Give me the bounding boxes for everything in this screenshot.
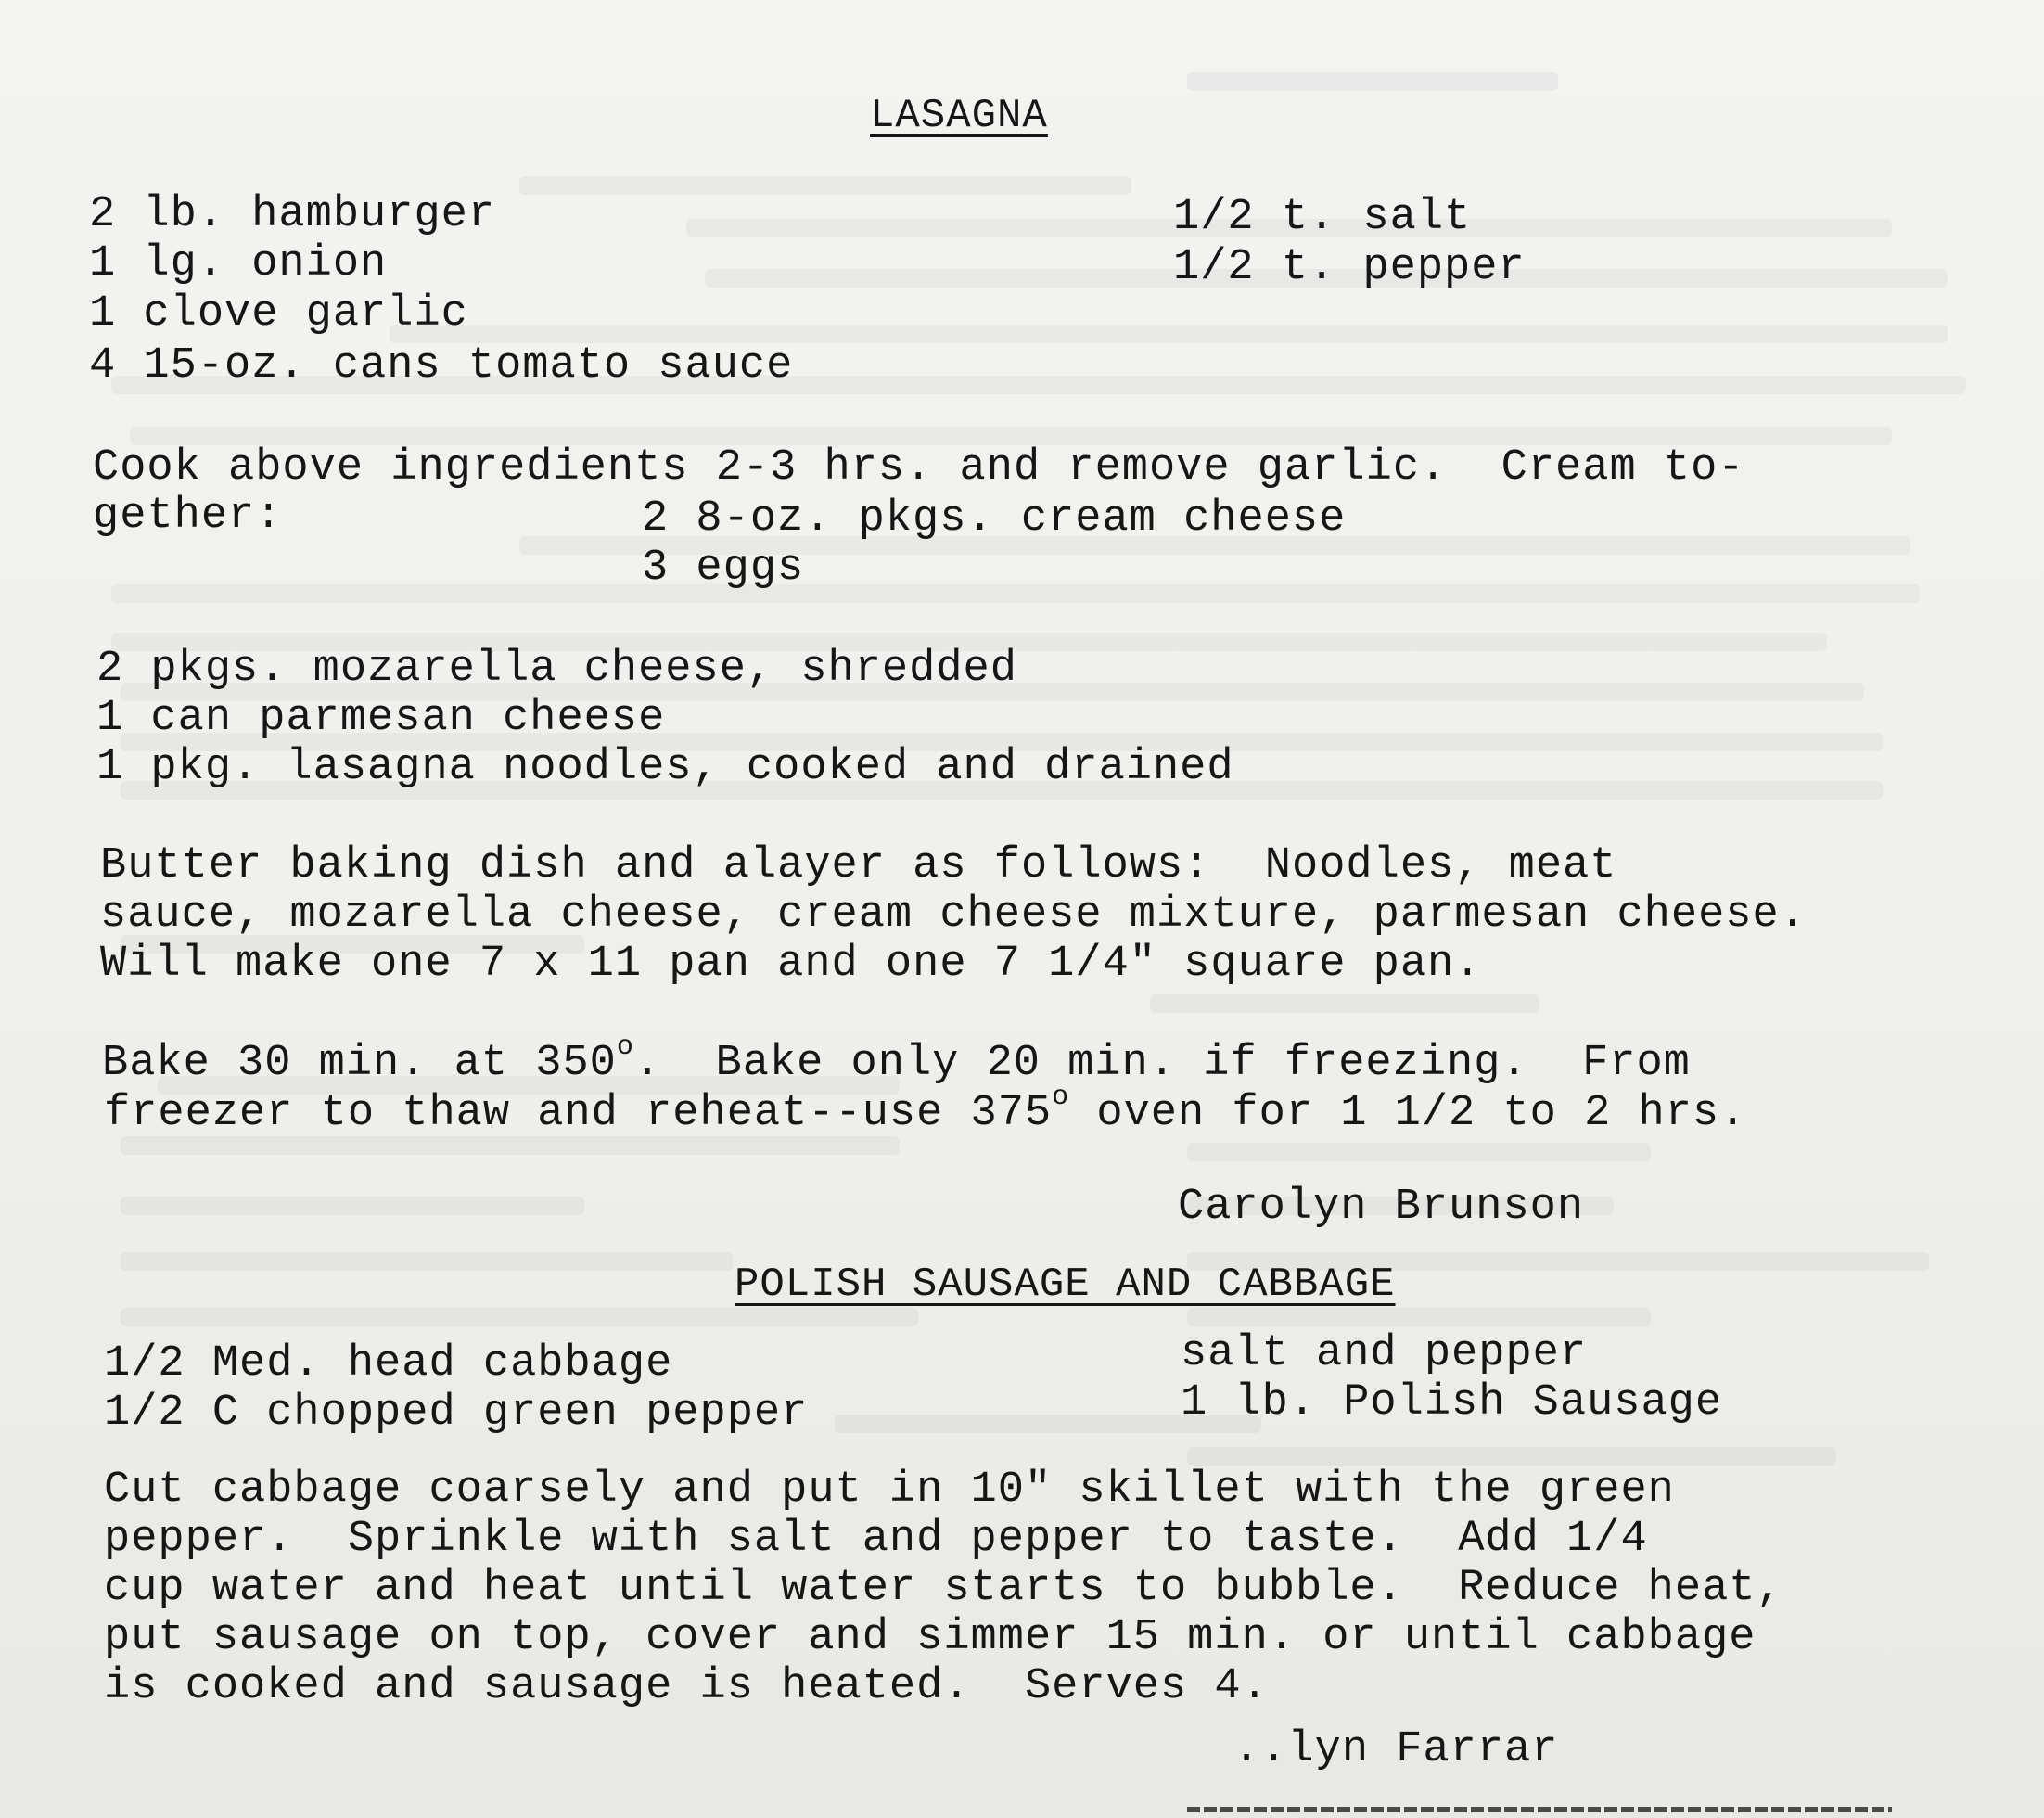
bake-line-1 (102, 1031, 1691, 1093)
degree-mark: o (1052, 1082, 1070, 1113)
bake-text: freezer to thaw and reheat--use 375 (104, 1089, 1053, 1138)
bake-text: oven for 1 1/2 to 2 hrs. (1069, 1089, 1747, 1138)
ingredient-right-2: 1/2 t. pepper (1173, 243, 1526, 292)
cream-item-2: 3 eggs (642, 544, 805, 593)
direction-line: pepper. Sprinkle with salt and pepper to taste. Add 1/4 (104, 1515, 1648, 1564)
direction-line: put sausage on top, cover and simmer 15 min. or until cabbage (104, 1613, 1757, 1662)
instruction-line: sauce, mozarella cheese, cream cheese mixture, parmesan cheese. (100, 890, 1807, 940)
ingredient-line: 2 pkgs. mozarella cheese, shredded (96, 645, 1017, 694)
ingredient-left-2: 1 lg. onion (89, 239, 388, 288)
instruction-line: Butter baking dish and alayer as follows: Noodles, meat (100, 841, 1617, 890)
instruction-line: Will make one 7 x 11 pan and one 7 1/4" square pan. (100, 940, 1482, 989)
bake-text: . Bake only 20 min. if freezing. From (633, 1039, 1691, 1088)
ingredient-line: 1 pkg. lasagna noodles, cooked and drained (96, 743, 1234, 792)
ingredient-left-3: 1 clove garlic (89, 289, 468, 339)
ingredient-line: 1 can parmesan cheese (96, 694, 666, 743)
bake-line-2 (104, 1082, 1747, 1143)
recipe-author: Carolyn Brunson (1178, 1183, 1585, 1232)
ingredient-left-2: 1/2 C chopped green pepper (104, 1389, 809, 1438)
ingredient-right-1: salt and pepper (1181, 1329, 1588, 1378)
next-title-edge (1187, 1807, 1892, 1812)
bake-text: Bake 30 min. at 350 (102, 1039, 617, 1088)
ingredient-right-1: 1/2 t. salt (1173, 193, 1472, 242)
ingredient-left-1: 2 lb. hamburger (89, 190, 496, 239)
ingredient-left-1: 1/2 Med. head cabbage (104, 1339, 673, 1389)
recipe-title-polish-sausage: POLISH SAUSAGE AND CABBAGE (735, 1261, 1396, 1308)
direction-line: Cut cabbage coarsely and put in 10" skillet with the green (104, 1466, 1675, 1515)
cream-item-1: 2 8-oz. pkgs. cream cheese (642, 494, 1347, 544)
ingredient-left-4: 4 15-oz. cans tomato sauce (89, 341, 794, 390)
recipe-title-lasagna: LASAGNA (870, 93, 1048, 139)
recipe-author: ..lyn Farrar (1233, 1725, 1559, 1774)
instruction-line: gether: (93, 492, 283, 541)
ingredient-right-2: 1 lb. Polish Sausage (1181, 1378, 1723, 1428)
instruction-line: Cook above ingredients 2-3 hrs. and remove garlic. Cream to- (93, 443, 1745, 493)
direction-line: cup water and heat until water starts to bubble. Reduce heat, (104, 1564, 1783, 1613)
direction-line: is cooked and sausage is heated. Serves 4. (104, 1662, 1269, 1711)
degree-mark: o (616, 1031, 634, 1063)
